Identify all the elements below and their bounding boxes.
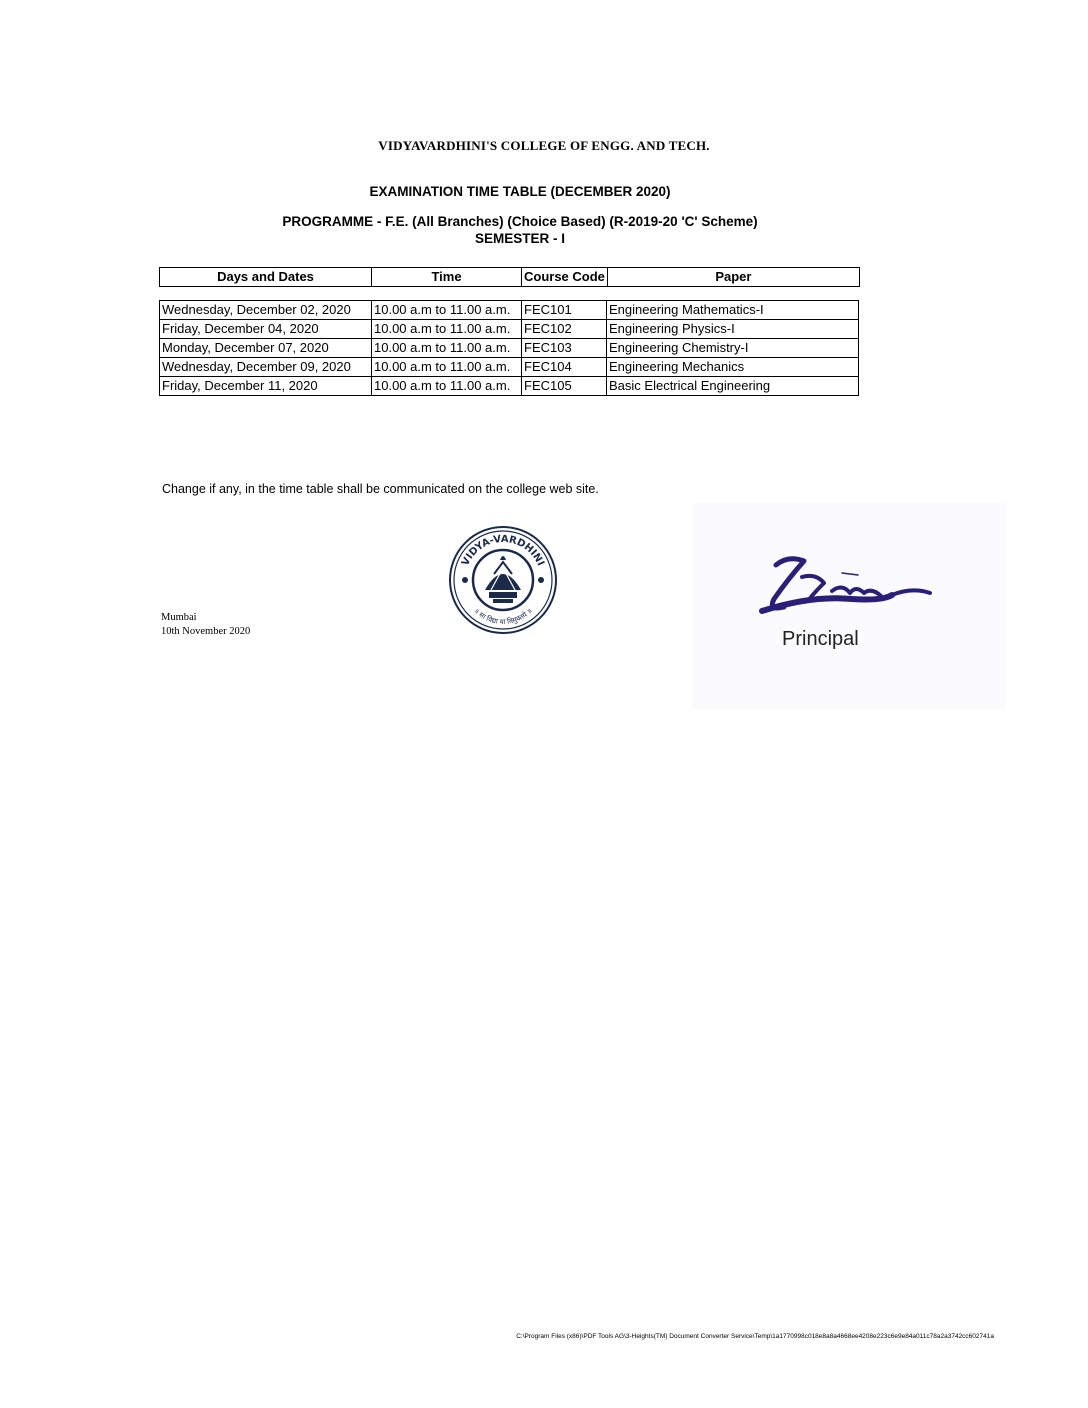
change-notice: Change if any, in the time table shall be communicated on the college web site. (162, 482, 599, 496)
column-header-paper: Paper (607, 268, 859, 287)
table-row (160, 320, 859, 339)
date-text: 10th November 2020 (161, 626, 251, 637)
timetable-body (159, 300, 859, 396)
column-header-time: Time (372, 268, 522, 287)
table-row (160, 358, 859, 377)
cell-course-code: FEC101 (522, 301, 607, 320)
cell-course-code: FEC105 (522, 377, 607, 396)
table-row (160, 377, 859, 396)
svg-text:VIDYA-VARDHINI: VIDYA-VARDHINI (460, 533, 546, 568)
cell-time: 10.00 a.m to 11.00 a.m. (372, 320, 522, 339)
cell-date: Wednesday, December 02, 2020 (160, 301, 372, 320)
programme-title: PROGRAMME - F.E. (All Branches) (Choice Based) (R-2019-20 'C' Scheme) (282, 214, 758, 229)
cell-paper: Engineering Mathematics-I (607, 301, 859, 320)
cell-date: Friday, December 11, 2020 (160, 377, 372, 396)
table-row (160, 301, 859, 320)
cell-time: 10.00 a.m to 11.00 a.m. (372, 358, 522, 377)
cell-time: 10.00 a.m to 11.00 a.m. (372, 339, 522, 358)
cell-course-code: FEC102 (522, 320, 607, 339)
cell-paper: Engineering Physics-I (607, 320, 859, 339)
header-row (160, 268, 860, 287)
college-seal-logo (447, 524, 559, 636)
cell-date: Wednesday, December 09, 2020 (160, 358, 372, 377)
cell-date: Monday, December 07, 2020 (160, 339, 372, 358)
cell-paper: Engineering Mechanics (607, 358, 859, 377)
cell-date: Friday, December 04, 2020 (160, 320, 372, 339)
signatory-title: Principal (782, 628, 859, 650)
cell-course-code: FEC103 (522, 339, 607, 358)
cell-course-code: FEC104 (522, 358, 607, 377)
semester-title: SEMESTER - I (474, 231, 565, 246)
cell-paper: Engineering Chemistry-I (607, 339, 859, 358)
table-row (160, 339, 859, 358)
timetable-header (159, 267, 860, 287)
svg-text:॥ सा विद्या या विमुक्तये ॥: ॥ सा विद्या या विमुक्तये ॥ (472, 606, 534, 627)
college-name: VIDYAVARDHINI'S COLLEGE OF ENGG. AND TECH. (378, 138, 710, 153)
place-and-date (161, 611, 250, 639)
cell-time: 10.00 a.m to 11.00 a.m. (372, 377, 522, 396)
cell-time: 10.00 a.m to 11.00 a.m. (372, 301, 522, 320)
footer-file-path: C:\Program Files (x86)\PDF Tools AG\3-Heights(TM) Document Converter Service\Temp\1a1770998c018e8a8a4668ee4208e223c6e9e84a011c78a2a3742cc602741a (516, 1333, 994, 1340)
exam-title: EXAMINATION TIME TABLE (DECEMBER 2020) (369, 184, 671, 199)
signature-image (692, 503, 1006, 709)
place-text: Mumbai (161, 612, 197, 623)
column-header-days: Days and Dates (160, 268, 372, 287)
column-header-course-code: Course Code (522, 268, 608, 287)
cell-paper: Basic Electrical Engineering (607, 377, 859, 396)
